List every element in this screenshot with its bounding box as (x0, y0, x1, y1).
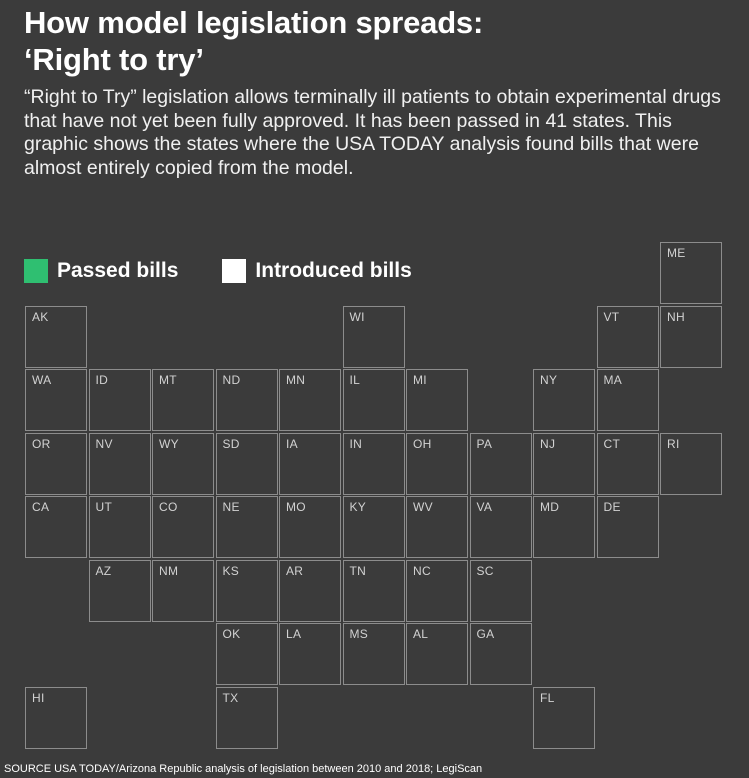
state-tile-mo (279, 496, 341, 558)
state-tile-de (597, 496, 659, 558)
state-tile-oh (406, 433, 468, 495)
state-tile-az (89, 560, 151, 622)
state-tile-mi (406, 369, 468, 431)
legend-label-passed: Passed bills (57, 259, 179, 282)
state-label: NE (222, 500, 240, 514)
state-tile-ak (25, 306, 87, 368)
state-tile-ut (89, 496, 151, 558)
state-tile-tn (343, 560, 405, 622)
state-tile-al (406, 623, 468, 685)
state-tile-nd (216, 369, 278, 431)
state-tile-hi (25, 687, 87, 749)
state-tile-me (660, 242, 722, 304)
state-label: GA (476, 627, 495, 641)
state-tile-ma (597, 369, 659, 431)
state-label: MI (413, 373, 427, 387)
state-tile-ok (216, 623, 278, 685)
state-label: MO (286, 500, 306, 514)
state-tile-la (279, 623, 341, 685)
state-tile-md (533, 496, 595, 558)
state-tile-ct (597, 433, 659, 495)
state-label: CT (603, 436, 621, 451)
state-tile-nj (533, 433, 595, 495)
legend-swatch-introduced (222, 259, 246, 283)
state-tile-vt (597, 306, 659, 368)
state-tile-ar (279, 560, 341, 622)
state-label: FL (540, 690, 555, 705)
state-tile-ia (279, 433, 341, 495)
state-label: NY (540, 373, 558, 387)
state-label: CA (32, 500, 50, 514)
source-note: SOURCE USA TODAY/Arizona Republic analysis of legislation between 2010 and 2018; LegiScan (4, 763, 483, 775)
state-tile-ms (343, 623, 405, 685)
state-tile-mt (152, 369, 214, 431)
state-tile-nm (152, 560, 214, 622)
state-label: NJ (540, 436, 556, 451)
state-label: AZ (95, 563, 112, 578)
state-label: MT (159, 373, 177, 387)
state-tile-ks (216, 560, 278, 622)
state-tile-nc (406, 560, 468, 622)
state-label: MN (286, 373, 306, 387)
state-tile-in (343, 433, 405, 495)
state-label: RI (667, 436, 680, 451)
state-tile-va (470, 496, 532, 558)
state-tile-il (343, 369, 405, 431)
state-tile-ky (343, 496, 405, 558)
state-tile-wi (343, 306, 405, 368)
state-label: WV (413, 500, 433, 514)
state-tile-mn (279, 369, 341, 431)
state-tile-nv (89, 433, 151, 495)
state-label: KY (349, 500, 367, 514)
state-label: NC (413, 563, 431, 578)
state-tile-id (89, 369, 151, 431)
state-label: ME (667, 246, 686, 260)
state-label: TN (349, 563, 367, 578)
state-label: SD (222, 436, 240, 451)
description: “Right to Try” legislation allows terminally ill patients to obtain experimental drugs that have not yet been fully approved. It has been passed in 41 states. This graphic shows the states where the USA TODAY analysis found bills that were almost entirely copied from the model. (24, 86, 721, 179)
state-label: DE (603, 500, 621, 514)
state-label: MD (540, 500, 560, 514)
state-label: NM (159, 563, 179, 578)
state-tile-nh (660, 306, 722, 368)
state-tile-ga (470, 623, 532, 685)
state-label: IA (286, 436, 298, 451)
page-title: How model legislation spreads: ‘Right to try’ (24, 5, 484, 77)
state-label: OK (222, 627, 241, 641)
state-label: OR (32, 436, 51, 451)
state-tile-tx (216, 687, 278, 749)
state-label: MA (603, 373, 623, 387)
state-label: ND (222, 373, 241, 387)
state-label: CO (159, 500, 178, 514)
legend (24, 259, 456, 283)
state-tile-ny (533, 369, 595, 431)
state-label: VA (476, 500, 493, 514)
state-tile-sc (470, 560, 532, 622)
state-label: LA (286, 627, 302, 641)
state-label: SC (476, 563, 494, 578)
state-tile-co (152, 496, 214, 558)
state-label: OH (413, 436, 432, 451)
state-label: WA (32, 373, 52, 387)
legend-label-introduced: Introduced bills (255, 259, 412, 282)
legend-item-introduced (222, 259, 411, 283)
state-label: AL (413, 627, 429, 641)
legend-item-passed (24, 259, 178, 283)
state-tile-wv (406, 496, 468, 558)
state-label: NV (95, 436, 113, 451)
state-label: WY (159, 436, 179, 451)
state-label: PA (476, 436, 493, 451)
state-label: TX (222, 690, 239, 705)
state-label: IN (349, 436, 363, 451)
state-label: VT (603, 309, 620, 324)
state-label: WI (349, 309, 365, 324)
state-tile-ne (216, 496, 278, 558)
state-tile-ri (660, 433, 722, 495)
state-label: HI (32, 690, 45, 705)
state-label: AK (32, 309, 49, 324)
state-label: ID (95, 373, 109, 387)
state-tile-ca (25, 496, 87, 558)
state-tile-fl (533, 687, 595, 749)
state-label: UT (95, 500, 113, 514)
state-label: NH (667, 309, 685, 324)
state-tile-wy (152, 433, 214, 495)
state-tile-or (25, 433, 87, 495)
state-label: MS (349, 627, 369, 641)
legend-swatch-passed (24, 259, 48, 283)
state-label: AR (286, 563, 304, 578)
state-tile-sd (216, 433, 278, 495)
state-tile-pa (470, 433, 532, 495)
state-label: KS (222, 563, 240, 578)
state-tile-wa (25, 369, 87, 431)
state-label: IL (349, 373, 361, 387)
